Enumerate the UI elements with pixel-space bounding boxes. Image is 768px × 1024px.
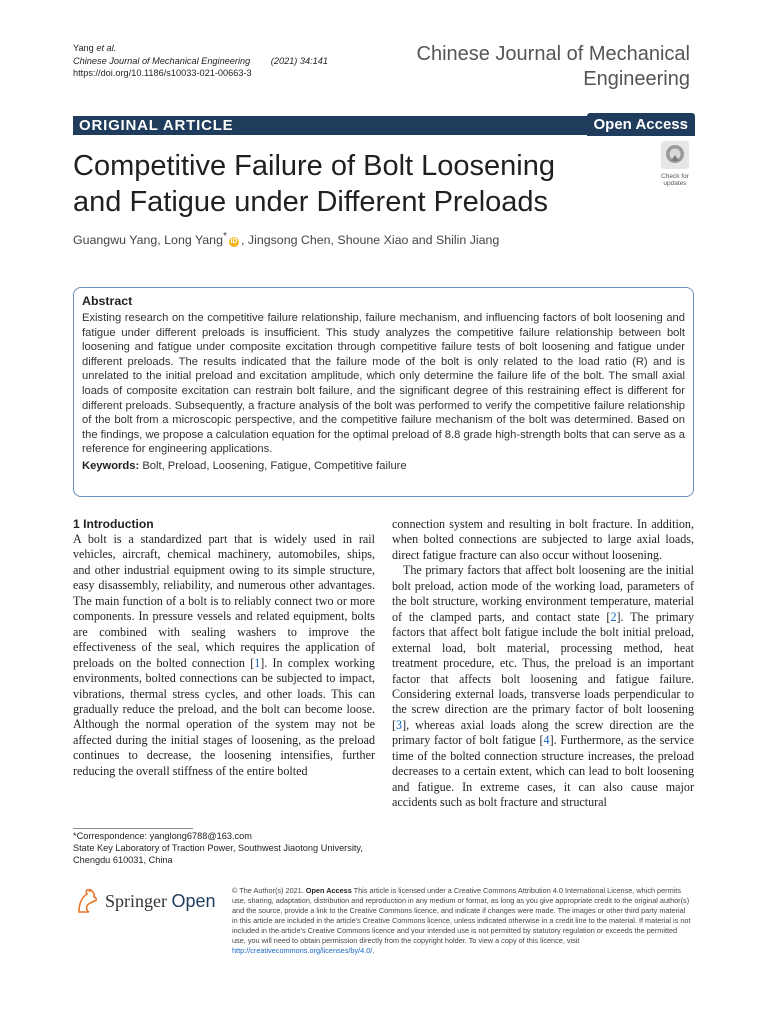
open-access-tab: Open Access (587, 113, 696, 136)
license-body: This article is licensed under a Creative Commons Attribution 4.0 International License, which permits use, sharing, adaptation, distribution and reproduction in any medium or format, as long as you give appropriate credit to the original author(s) and the source, provide a link to the Creative Commons licence, and indicate if changes were made. The images or other third party material in this article are included in the article's Creative Commons licence, unless indicated otherwise in a credit line to the material. If material is not included in the article's Creative Commons licence and your intended use is not permitted by statutory regulation or exceeds the permitted use, you will need to obtain permission directly from the copyright holder. To view a copy of this licence, visit (232, 886, 691, 946)
keywords-list: Bolt, Preload, Loosening, Fatigue, Competitive failure (142, 459, 407, 472)
intro-p2-text-d: ]. Furthermore, as the service time of the bolted connection structure increases, the preload decreases to a certain extent, which can lead to bolt loosening and fatigue. In extreme cases, it can also cause major accidents such as bolt fracture and structural (392, 733, 695, 810)
intro-paragraph-2 (392, 563, 694, 810)
intro-p2-text-c: ], whereas axial loads along the screw direction are the primary factor of bolt fatigue [ (392, 717, 694, 748)
citation-ref-4[interactable]: 4 (543, 733, 550, 748)
author-short: Yang (73, 43, 94, 53)
citation-ref-1[interactable]: 1 (254, 655, 261, 670)
body-column-left (73, 517, 375, 779)
footnote-divider (73, 828, 193, 829)
corresponding-star: * (222, 231, 227, 242)
journal-name (417, 42, 691, 92)
title-line2: and Fatigue under Different Preloads (73, 186, 549, 218)
springer-brand: Springer (105, 890, 167, 911)
footnote (73, 830, 363, 867)
check-updates-line1: Check for (661, 173, 689, 180)
article-type-band (73, 116, 694, 135)
intro-p1-text-b: ]. In complex working environments, bolted connections can be subjected to impact, vibrations, thermal stress cycles, and other loads. This can gradually reduce the preload, and the bolt can become loose. Although the normal operation of the system may not be affected during the initial stages of loosening, as the preload continues to decrease, the loosening intensifies, further reducing the overall stiffness of the entire bolted (73, 655, 375, 778)
citation-ref-2[interactable]: 2 (610, 609, 617, 624)
journal-italic: Chinese Journal of Mechanical Engineering (73, 55, 251, 66)
intro-p2-text-b: ]. The primary factors that affect bolt fatigue include the bolt initial preload, external load, bolt material, processing method, heat treatment procedure, etc. Thus, the preload is an important factor that affects bolt loosening and fatigue failure. Considering external loads, transverse loads perpendicular to the screw direction are the primary factor of bolt loosening [ (392, 609, 694, 732)
body-column-right (392, 517, 694, 811)
check-updates-icon (661, 141, 689, 169)
check-for-updates-badge[interactable] (655, 141, 695, 187)
article-meta (73, 42, 328, 80)
article-title (73, 148, 633, 220)
license-open-access: Open Access (305, 886, 352, 895)
correspondence-email[interactable]: *Correspondence: yanglong6788@163.com (73, 831, 252, 841)
abstract-heading: Abstract (82, 294, 133, 308)
check-updates-line2: updates (663, 180, 687, 187)
affiliation-line1: State Key Laboratory of Traction Power, Southwest Jiaotong University, (73, 843, 363, 854)
author-short-line (73, 42, 328, 55)
license-suffix: . (372, 946, 375, 956)
abstract-text: Existing research on the competitive failure relationship, failure mechanism, and influencing factors of bolt loosening and fatigue under different preloads is insufficient. This study analyzes the competitive failure relationship between bolt loosening and fatigue under composite excitation through competitive failure tests of bolt loosening and fatigue under different preloads. The results indicated that the failure mode of the bolt is only related to the load ratio (R) and is unrelated to the initial preload and excitation amplitude, which only determine the failure life of the bolt. The small axial loads of composite excitation can restrain bolt failure, and the significant degree of this restraining effect is different for different preloads. Subsequently, a fracture analysis of the bolt was performed to verify the competitive failure relationship of the bolt from a microscopic perspective, and the competitive failure mechanism of the bolt was determined. Based on the findings, we propose a calculation equation for the optimal preload of 8.8 grade high-strength bolts that can serve as a reference for engineering applications. (82, 312, 685, 456)
authors-part1: Guangwu Yang, Long Yang (73, 233, 223, 248)
authors-part2: , Jingsong Chen, Shoune Xiao and Shilin Jiang (241, 233, 500, 248)
citation-ref-3[interactable]: 3 (396, 717, 403, 732)
journal-name-line1: Chinese Journal of Mechanical (416, 43, 690, 65)
license-link[interactable]: http://creativecommons.org/licenses/by/4.0/ (232, 946, 373, 956)
title-line1: Competitive Failure of Bolt Loosening (73, 150, 555, 182)
author-list (73, 231, 499, 247)
abstract-box (73, 287, 694, 497)
springer-open-wordmark (105, 891, 216, 912)
license-statement (232, 886, 692, 956)
springer-horse-icon (75, 888, 99, 914)
license-prefix: © The Author(s) 2021. (232, 886, 304, 895)
et-al: et al. (96, 43, 117, 53)
journal-citation-line (73, 55, 328, 68)
volume-info: (2021) 34:141 (270, 55, 329, 66)
section-heading-introduction: 1 Introduction (73, 517, 154, 531)
springer-open-logo (75, 888, 216, 914)
springer-open-word: Open (171, 890, 216, 911)
intro-p2-text-a: The primary factors that affect bolt loosening are the initial bolt preload, action mode of the working load, parameters of the bolt structure, working environment temperature, material of the clamped parts, and contact state [ (392, 563, 694, 624)
intro-paragraph-1 (73, 532, 375, 779)
orcid-icon[interactable]: iD (230, 238, 238, 246)
journal-name-line2: Engineering (583, 68, 690, 90)
intro-p1-text-a: A bolt is a standardized part that is widely used in rail vehicles, aircraft, chemical machinery, automobiles, ships, and other industrial equipment owing to its simple structure, easy disassembly, reliability, and numerous other advantages. The main function of a bolt is to reliably connect two or more components. In pressure vessels and related equipment, bolts are combined with sealing washers to improve the effectiveness of the seal, which requires the application of preloads on the bolted connection [ (73, 532, 375, 670)
intro-paragraph-1-cont: connection system and resulting in bolt fracture. In addition, when bolted connections are subjected to large axial loads, direct fatigue fracture can also occur without loosening. (392, 517, 694, 562)
keywords-label: Keywords: (82, 459, 140, 472)
doi-link[interactable]: https://doi.org/10.1186/s10033-021-00663-3 (73, 68, 252, 78)
article-type-label: ORIGINAL ARTICLE (79, 117, 234, 134)
keywords-line (82, 459, 685, 473)
affiliation-line2: Chengdu 610031, China (73, 855, 173, 866)
